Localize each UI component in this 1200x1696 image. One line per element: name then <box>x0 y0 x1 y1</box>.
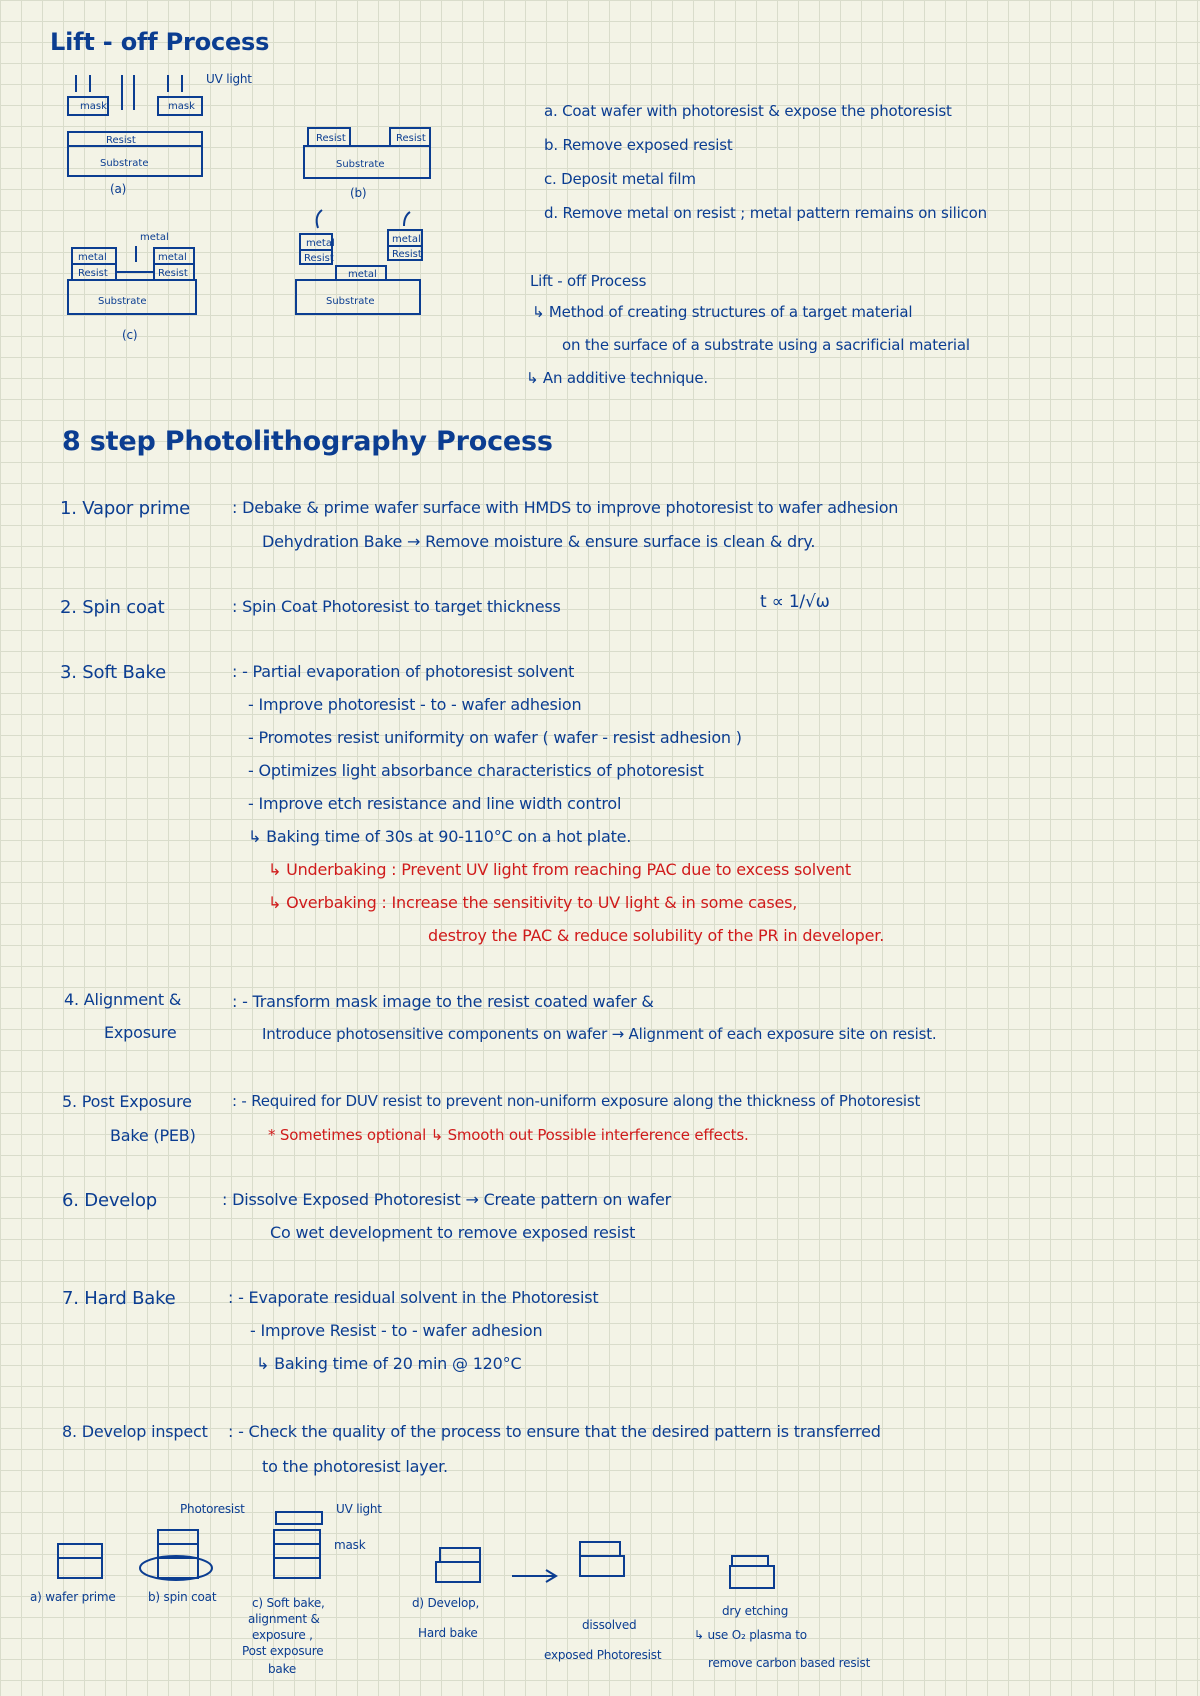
label-e1: dissolved <box>582 1618 637 1632</box>
step8-line1: : - Check the quality of the process to ensure that the desired pattern is transferred <box>228 1422 881 1441</box>
svg-text:metal: metal <box>78 252 107 263</box>
liftoff-def-3: ↳ An additive technique. <box>526 369 708 387</box>
fig-b-label: (b) <box>350 186 367 200</box>
svg-text:metal: metal <box>158 252 187 263</box>
label-c4: Post exposure <box>242 1644 324 1658</box>
svg-text:metal: metal <box>140 232 169 243</box>
label-c3: exposure , <box>252 1628 313 1642</box>
step3-line2: - Improve photoresist - to - wafer adhesion <box>248 695 582 714</box>
step3-line3: - Promotes resist uniformity on wafer ( wafer - resist adhesion ) <box>248 728 742 747</box>
step7-line1: : - Evaporate residual solvent in the Photoresist <box>228 1288 599 1307</box>
step5-label-a: 5. Post Exposure <box>62 1092 192 1111</box>
fig-a-label: (a) <box>110 182 127 196</box>
step2-label: 2. Spin coat <box>60 597 165 618</box>
step5-line1: : - Required for DUV resist to prevent non-uniform exposure along the thickness of Photoresist <box>232 1092 921 1110</box>
svg-text:Substrate: Substrate <box>336 159 385 170</box>
svg-text:metal: metal <box>348 269 377 280</box>
diagram-d <box>296 210 422 314</box>
liftoff-step-d: d. Remove metal on resist ; metal pattern remains on silicon <box>544 204 987 222</box>
step3-line5: - Improve etch resistance and line width control <box>248 794 622 813</box>
svg-text:Resist: Resist <box>392 249 422 260</box>
step3-line4: - Optimizes light absorbance characteristics of photoresist <box>248 761 704 780</box>
label-c1: c) Soft bake, <box>252 1596 325 1610</box>
liftoff-def-title: Lift - off Process <box>530 272 647 290</box>
step8-line2: to the photoresist layer. <box>262 1457 448 1476</box>
svg-text:mask: mask <box>80 101 107 112</box>
diagram-b <box>304 128 430 178</box>
step4-line2: Introduce photosensitive components on wafer → Alignment of each exposure site on resist. <box>262 1025 937 1043</box>
step6-line1: : Dissolve Exposed Photoresist → Create pattern on wafer <box>222 1190 672 1209</box>
step7-label: 7. Hard Bake <box>62 1288 176 1309</box>
step1-label: 1. Vapor prime <box>60 498 191 519</box>
step6-label: 6. Develop <box>62 1190 157 1211</box>
diagram-a <box>68 75 202 176</box>
liftoff-step-a: a. Coat wafer with photoresist & expose the photoresist <box>544 102 952 120</box>
step3-line1: : - Partial evaporation of photoresist solvent <box>232 662 575 681</box>
fig-c-label: (c) <box>122 328 138 342</box>
step3-line6: ↳ Baking time of 30s at 90-110°C on a hot plate. <box>248 827 632 846</box>
step3-label: 3. Soft Bake <box>60 662 166 683</box>
liftoff-step-b: b. Remove exposed resist <box>544 136 733 154</box>
step5-label-b: Bake (PEB) <box>110 1126 196 1145</box>
label-a: a) wafer prime <box>30 1590 116 1604</box>
overbaking-note: ↳ Overbaking : Increase the sensitivity to UV light & in some cases, <box>268 893 798 912</box>
svg-text:Resist: Resist <box>304 253 334 264</box>
label-e2: exposed Photoresist <box>544 1648 662 1662</box>
underbaking-note: ↳ Underbaking : Prevent UV light from reaching PAC due to excess solvent <box>268 860 851 879</box>
label-c5: bake <box>268 1662 297 1676</box>
label-f3: remove carbon based resist <box>708 1656 871 1670</box>
step1-line2: Dehydration Bake → Remove moisture & ensure surface is clean & dry. <box>262 532 816 551</box>
label-d2: Hard bake <box>418 1626 478 1640</box>
step2-line1: : Spin Coat Photoresist to target thickness <box>232 597 561 616</box>
label-c2: alignment & <box>248 1612 320 1626</box>
step7-line2: - Improve Resist - to - wafer adhesion <box>250 1321 543 1340</box>
liftoff-step-c: c. Deposit metal film <box>544 170 696 188</box>
label-f2: ↳ use O₂ plasma to <box>694 1628 807 1642</box>
label-d1: d) Develop, <box>412 1596 480 1610</box>
svg-text:Resist: Resist <box>396 133 426 144</box>
label-b: b) spin coat <box>148 1590 217 1604</box>
svg-text:Resist: Resist <box>158 268 188 279</box>
step4-line1: : - Transform mask image to the resist coated wafer & <box>232 992 654 1011</box>
step7-line3: ↳ Baking time of 20 min @ 120°C <box>256 1354 522 1373</box>
svg-text:Substrate: Substrate <box>100 158 149 169</box>
svg-text:Resist: Resist <box>106 135 136 146</box>
liftoff-def-1: ↳ Method of creating structures of a target material <box>532 303 913 321</box>
svg-text:Resist: Resist <box>78 268 108 279</box>
svg-text:Resist: Resist <box>316 133 346 144</box>
step8-label: 8. Develop inspect <box>62 1422 208 1441</box>
svg-text:metal: metal <box>392 234 421 245</box>
diagram-c <box>68 232 196 314</box>
step5-note: * Sometimes optional ↳ Smooth out Possible interference effects. <box>268 1126 749 1144</box>
step1-line1: : Debake & prime wafer surface with HMDS to improve photoresist to wafer adhesion <box>232 498 899 517</box>
step4-label-a: 4. Alignment & <box>64 990 182 1009</box>
svg-text:Substrate: Substrate <box>326 296 375 307</box>
bottom-diagrams <box>58 1512 774 1588</box>
uv-light-bottom: UV light <box>336 1502 382 1516</box>
step6-line2: Co wet development to remove exposed resist <box>270 1223 636 1242</box>
label-f1: dry etching <box>722 1604 789 1618</box>
step4-label-b: Exposure <box>104 1023 177 1042</box>
svg-text:metal: metal <box>306 238 335 249</box>
overbaking-note-cont: destroy the PAC & reduce solubility of the PR in developer. <box>428 926 885 945</box>
mask-bottom: mask <box>334 1538 366 1552</box>
thickness-formula: t ∝ 1/√ω <box>760 592 830 612</box>
liftoff-def-2: on the surface of a substrate using a sacrificial material <box>562 336 970 354</box>
svg-text:mask: mask <box>168 101 195 112</box>
photoresist-label: Photoresist <box>180 1502 245 1516</box>
svg-text:Substrate: Substrate <box>98 296 147 307</box>
uv-light-label: UV light <box>206 72 252 86</box>
liftoff-title: Lift - off Process <box>50 28 270 56</box>
photo-title: 8 step Photolithography Process <box>62 426 553 457</box>
